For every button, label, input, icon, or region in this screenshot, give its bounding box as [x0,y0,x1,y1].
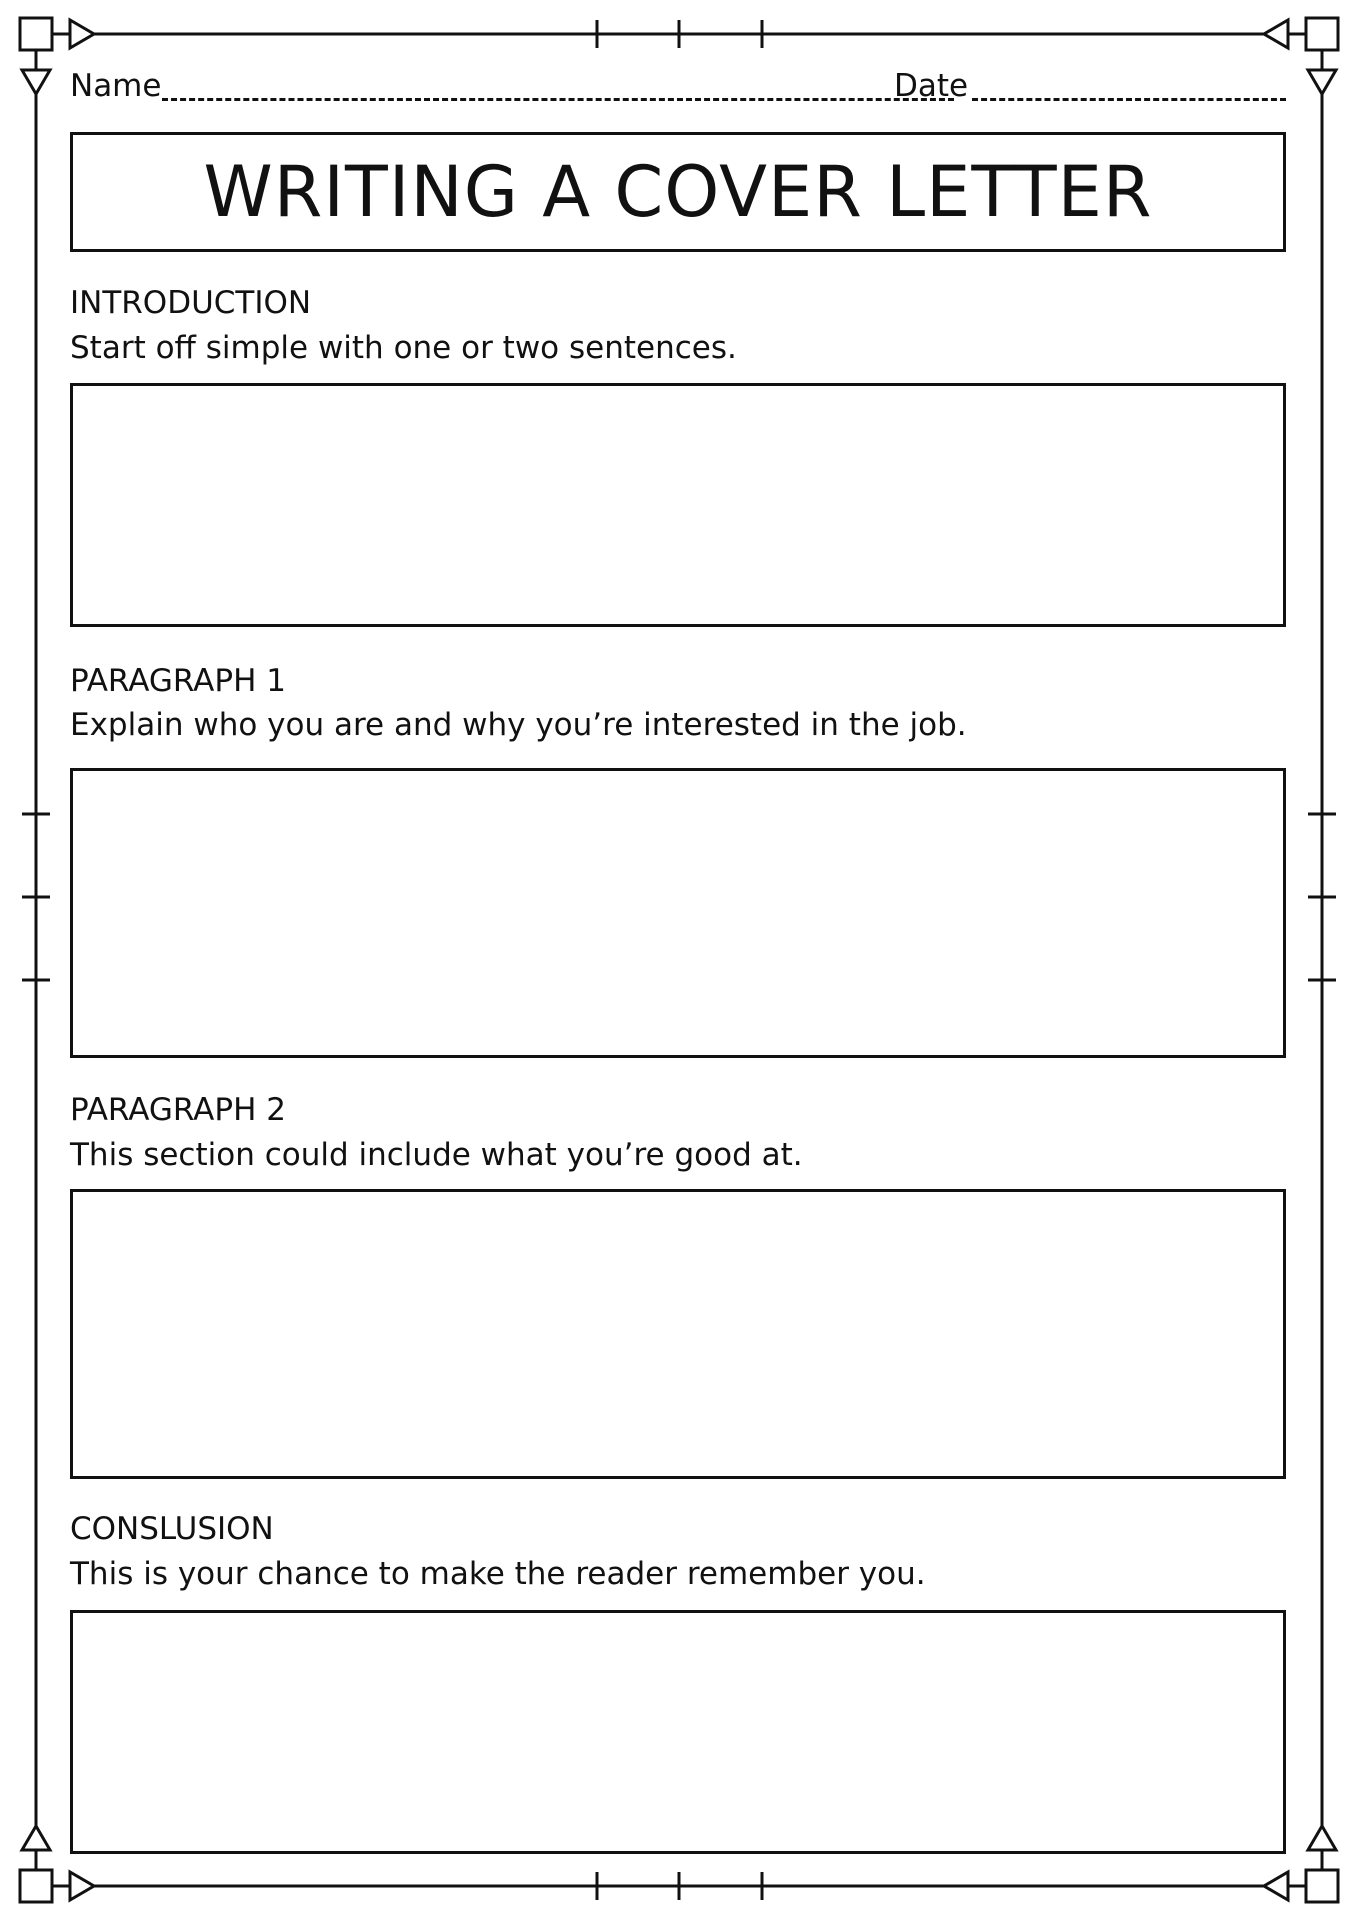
section-heading-introduction: INTRODUCTION [70,285,312,321]
date-field[interactable] [972,98,1286,101]
answer-box-introduction[interactable] [70,383,1286,627]
answer-box-conclusion[interactable] [70,1610,1286,1854]
section-heading-conclusion: CONSLUSION [70,1511,274,1547]
section-prompt-conclusion: This is your chance to make the reader remember you. [70,1556,926,1592]
section-heading-paragraph-1: PARAGRAPH 1 [70,663,286,699]
name-label: Name [70,68,162,104]
answer-box-paragraph-2[interactable] [70,1189,1286,1479]
page-title: WRITING A COVER LETTER [203,151,1153,233]
name-date-row [70,62,1288,110]
date-label: Date [894,68,969,104]
section-prompt-introduction: Start off simple with one or two sentences. [70,330,737,366]
section-prompt-paragraph-2: This section could include what you’re good at. [70,1137,803,1173]
title-box [70,132,1286,252]
section-heading-paragraph-2: PARAGRAPH 2 [70,1092,286,1128]
section-prompt-paragraph-1: Explain who you are and why you’re interested in the job. [70,707,967,743]
name-field[interactable] [162,98,954,101]
answer-box-paragraph-1[interactable] [70,768,1286,1058]
